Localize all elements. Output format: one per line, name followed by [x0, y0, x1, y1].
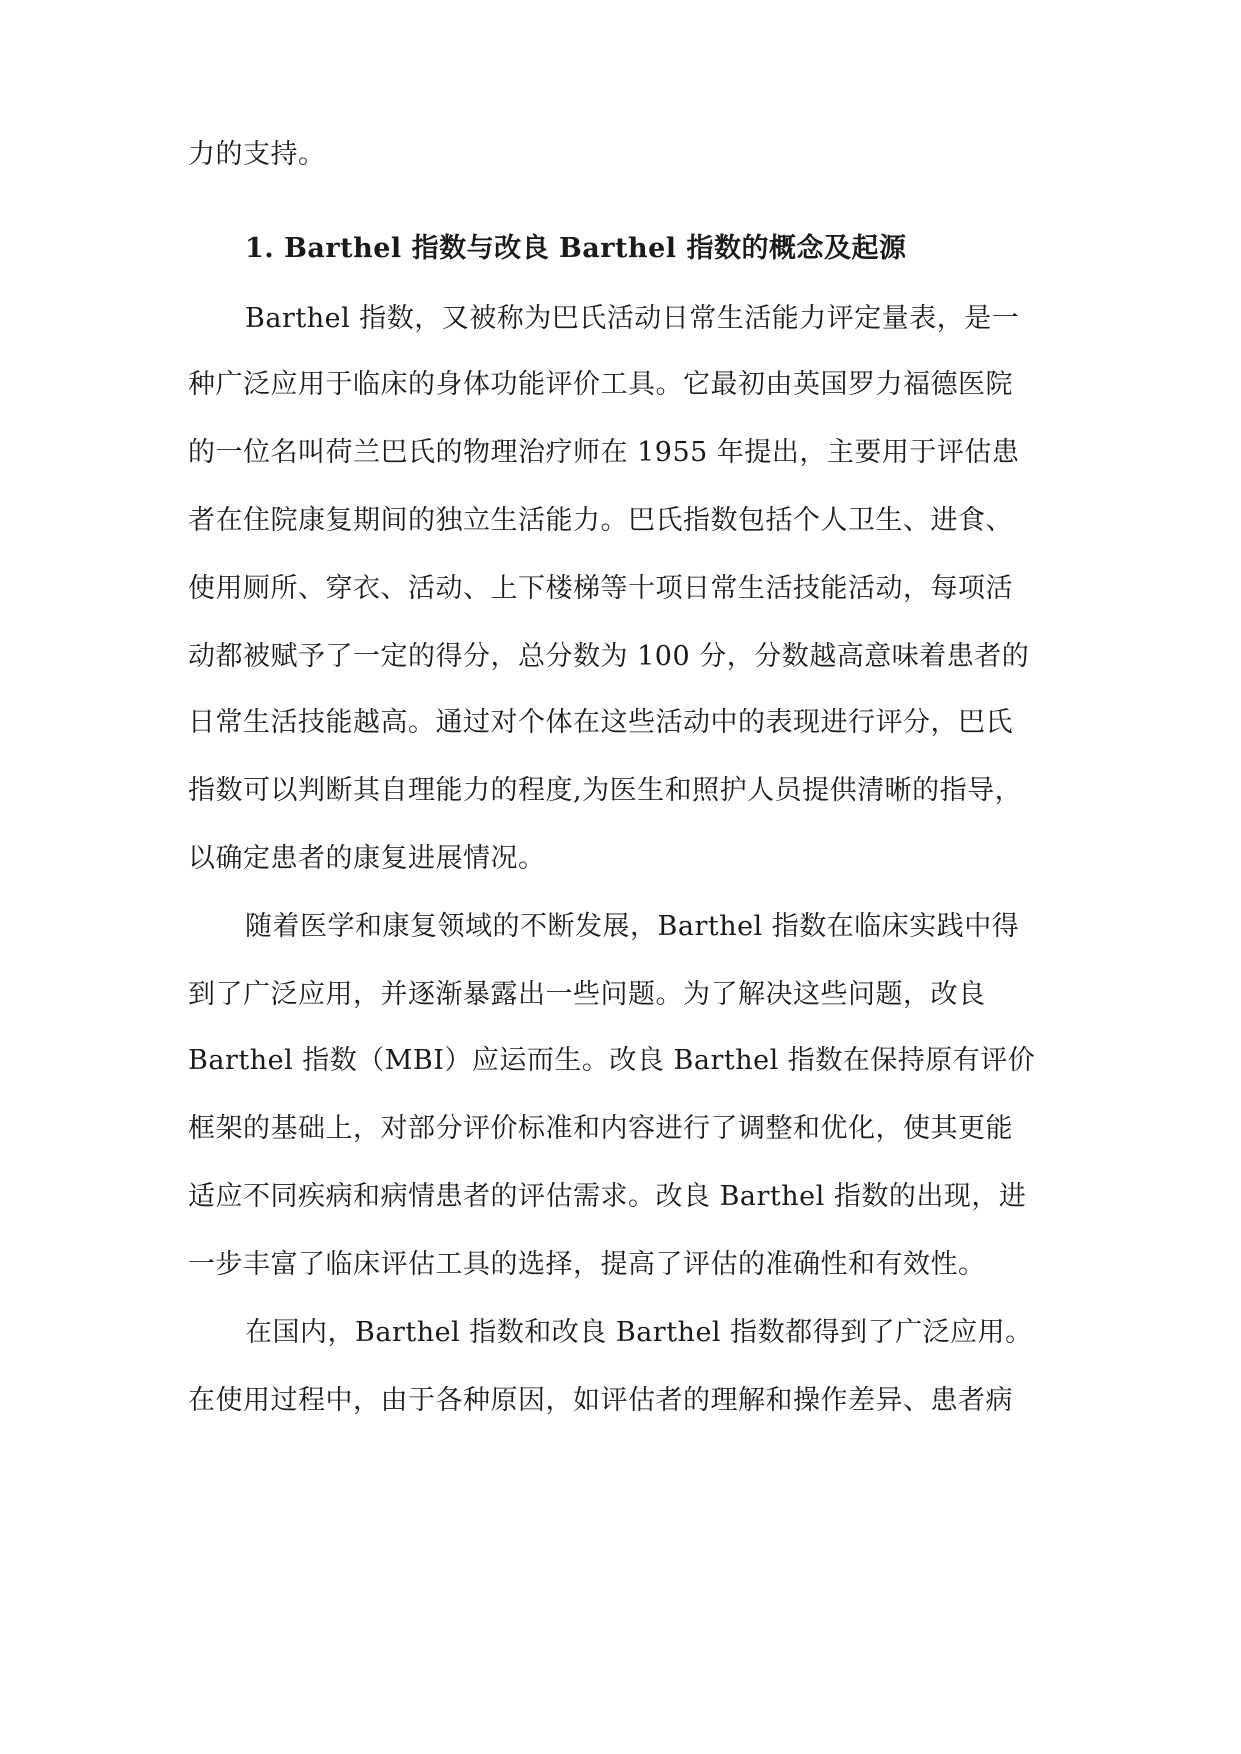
paragraph-line: 以确定患者的康复进展情况。 [188, 843, 546, 874]
paragraph-line: 到了广泛应用，并逐渐暴露出一些问题。为了解决这些问题，改良 [188, 979, 986, 1010]
paragraph-line: 一步丰富了临床评估工具的选择，提高了评估的准确性和有效性。 [188, 1249, 986, 1280]
paragraph-line: 者在住院康复期间的独立生活能力。巴氏指数包括个人卫生、进食、 [188, 505, 1013, 536]
paragraph-line: 种广泛应用于临床的身体功能评价工具。它最初由英国罗力福德医院 [188, 369, 1013, 400]
paragraph-line: 使用厕所、穿衣、活动、上下楼梯等十项日常生活技能活动，每项活 [188, 573, 1013, 604]
paragraph-line: Barthel 指数（MBI）应运而生。改良 Barthel 指数在保持原有评价 [188, 1045, 1036, 1076]
paragraph-line: 指数可以判断其自理能力的程度,为医生和照护人员提供清晰的指导， [188, 775, 1023, 806]
paragraph-line: 框架的基础上，对部分评价标准和内容进行了调整和优化，使其更能 [188, 1113, 1013, 1144]
section-heading: 1. Barthel 指数与改良 Barthel 指数的概念及起源 [245, 233, 907, 264]
paragraph-line: 在使用过程中，由于各种原因，如评估者的理解和操作差异、患者病 [188, 1385, 1013, 1416]
paragraph-line: 适应不同疾病和病情患者的评估需求。改良 Barthel 指数的出现，进 [188, 1181, 1027, 1212]
paragraph-line: Barthel 指数，又被称为巴氏活动日常生活能力评定量表，是一 [245, 303, 1020, 334]
paragraph-line: 日常生活技能越高。通过对个体在这些活动中的表现进行评分，巴氏 [188, 707, 1013, 738]
paragraph-line: 在国内，Barthel 指数和改良 Barthel 指数都得到了广泛应用。 [245, 1317, 1033, 1348]
paragraph-line: 随着医学和康复领域的不断发展，Barthel 指数在临床实践中得 [245, 911, 1020, 942]
paragraph-line: 力的支持。 [188, 139, 326, 170]
paragraph-line: 的一位名叫荷兰巴氏的物理治疗师在 1955 年提出，主要用于评估患 [188, 437, 1020, 468]
paragraph-line: 动都被赋予了一定的得分，总分数为 100 分，分数越高意味着患者的 [188, 641, 1030, 672]
